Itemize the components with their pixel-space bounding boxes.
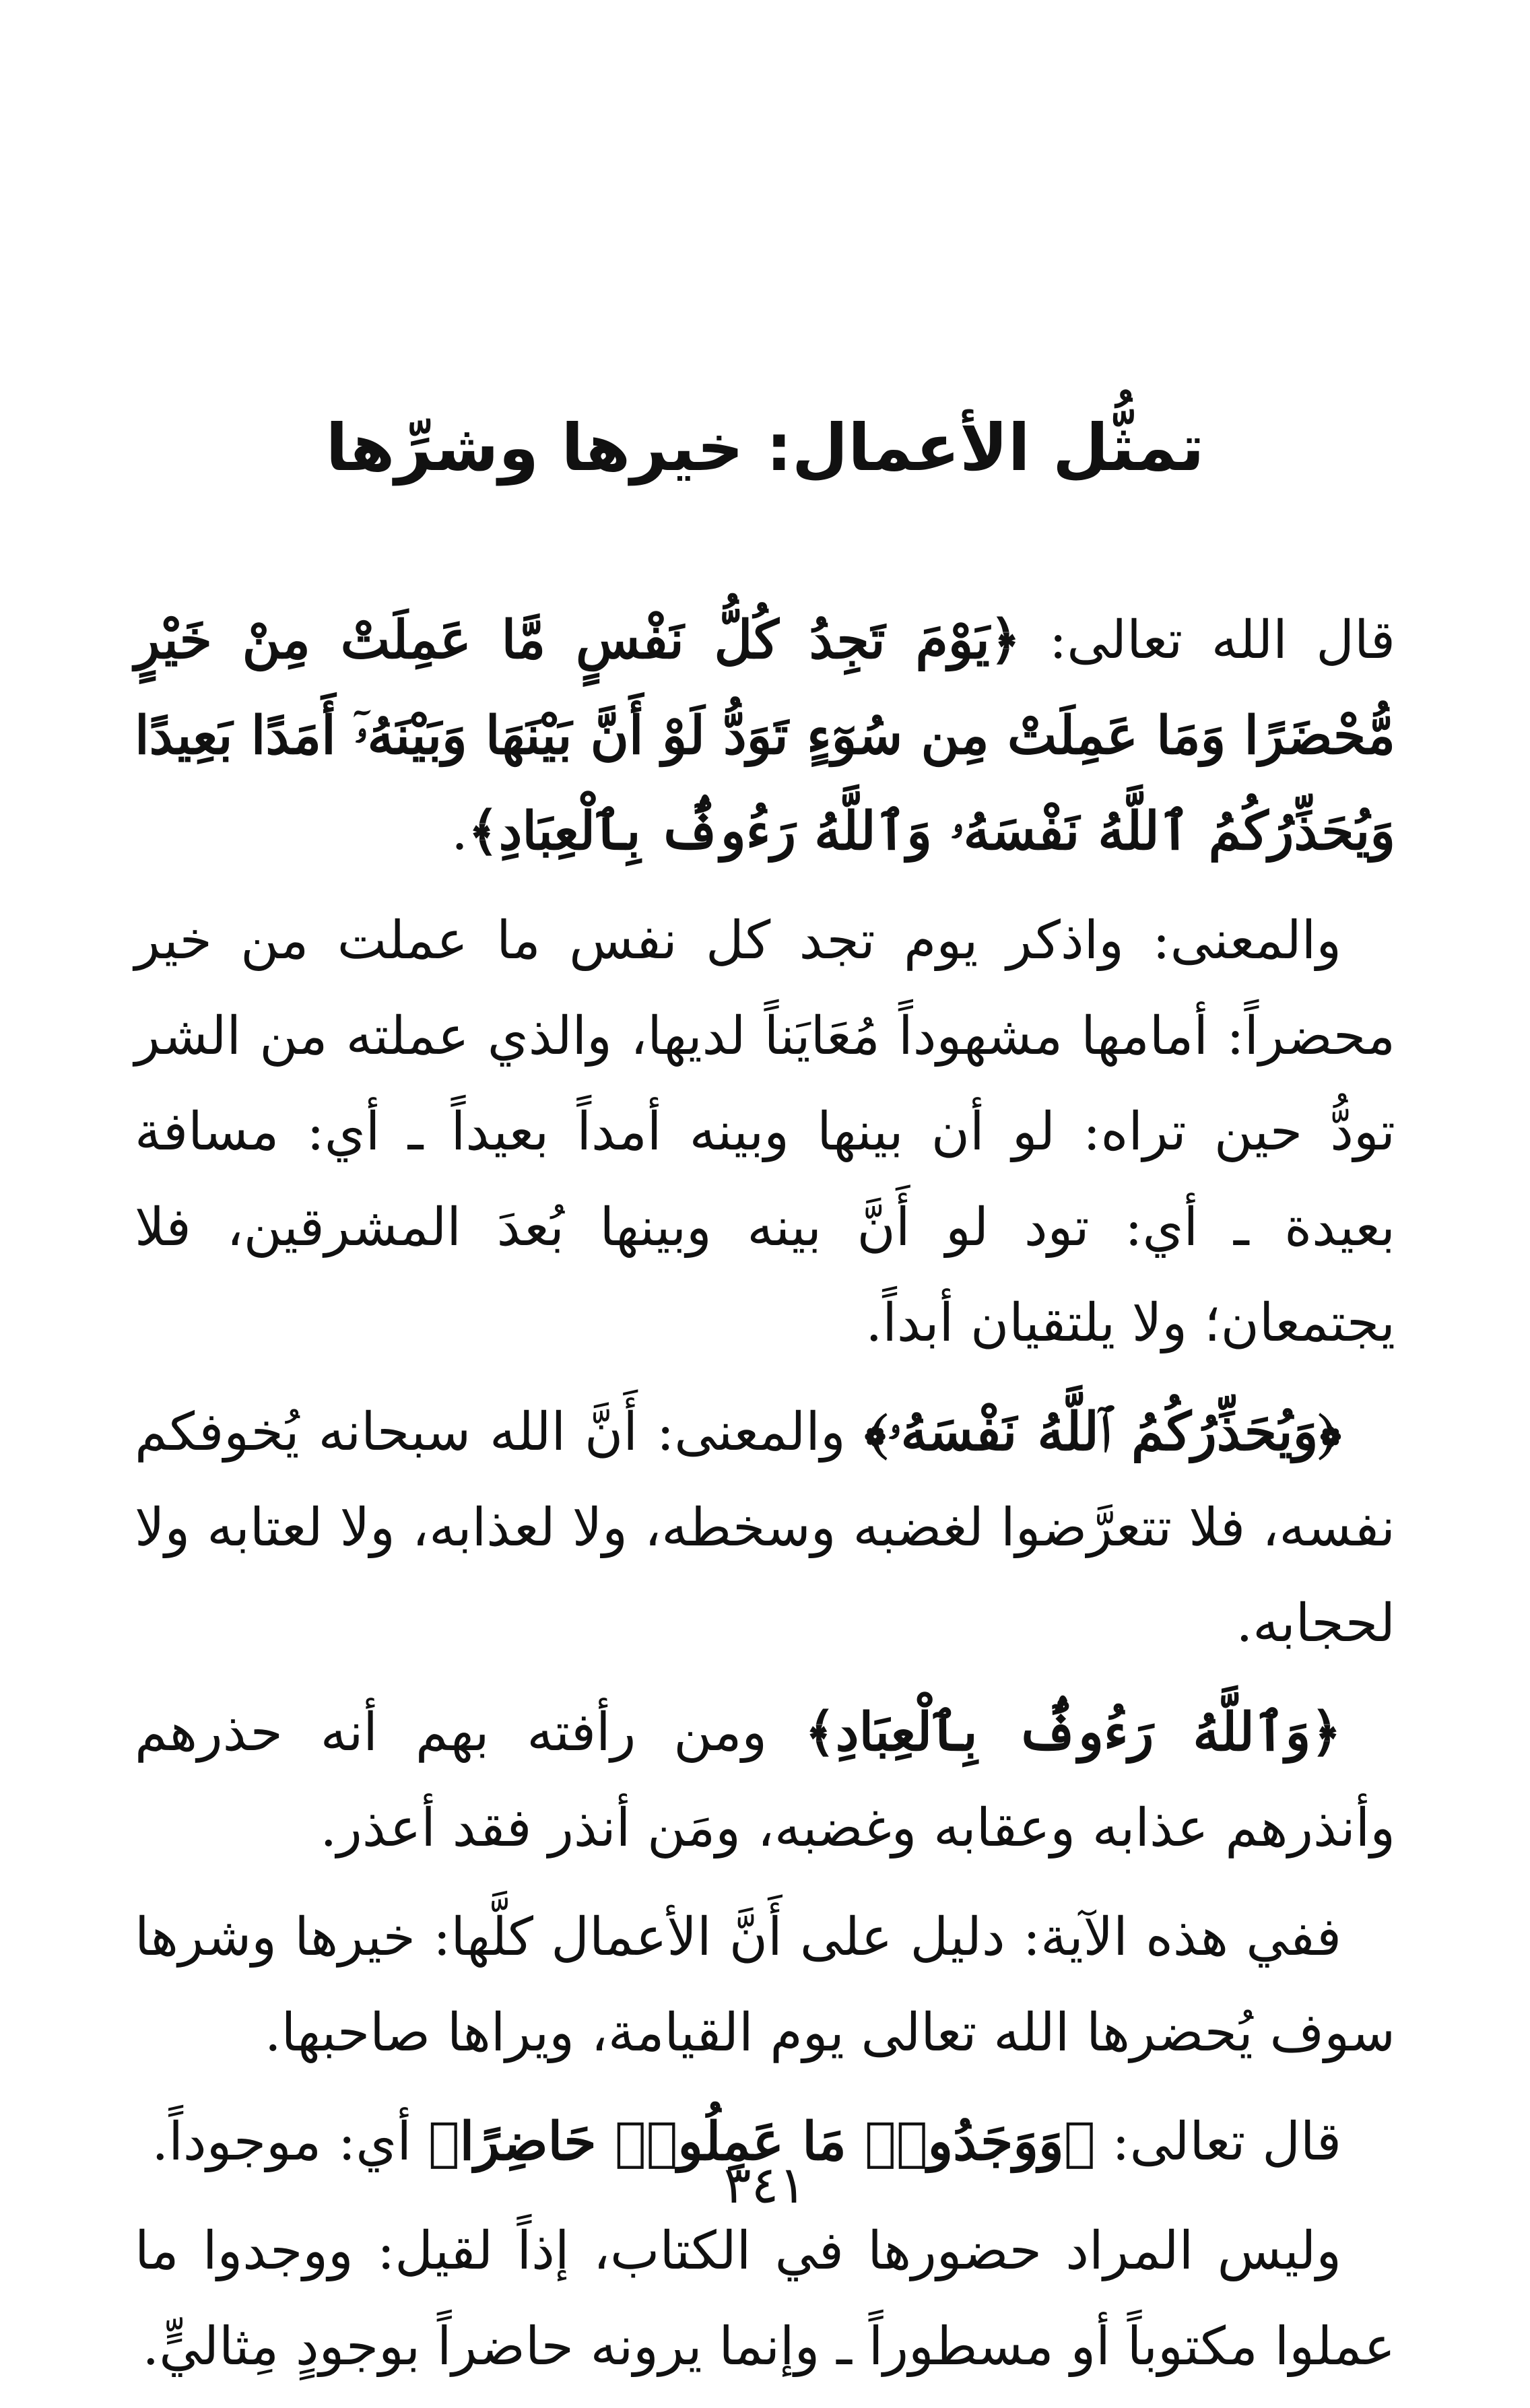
quran-verse: ﴿يَوْمَ تَجِدُ كُلُّ نَفْسٍ مَّا عَمِلَتْ مِنْ خَيْرٍ مُّحْضَرًا وَمَا عَمِلَتْ مِن سُوٓءٍ تَوَدُّ لَوْ أَنَّ بَيْنَهَا وَبَيْنَهُۥٓ أَمَدًا بَعِيدًا وَيُحَذِّرُكُمُ ٱللَّهُ نَفْسَهُۥ وَٱللَّهُ رَءُوفٌۢ بِٱلْعِبَادِ﴾ <box>135 609 1395 862</box>
paragraph-text: . <box>451 801 468 862</box>
paragraph-text: والمعنى: أَنَّ الله سبحانه يُخوفكم نفسه، فلا تتعرَّضوا لغضبه وسخطه، ولا لعذابه، ولا لعتابه ولا لحجابه. <box>135 1402 1395 1654</box>
paragraph-text: ومن رأفته بهم أنه حذرهم وأنذرهم عذابه وعقابه وغضبه، ومَن أنذر فقد أعذر. <box>135 1702 1395 1859</box>
paragraph-text: أي: موجوداً. <box>152 2112 428 2172</box>
paragraph-verse-1 <box>135 593 1395 879</box>
quran-verse: ﴿وَوَجَدُوا۟ مَا عَمِلُوا۟ حَاضِرًا﴾ <box>428 2111 1096 2172</box>
verse-intro: قال الله تعالى: <box>1020 610 1396 671</box>
paragraph-compassion <box>135 1685 1395 1876</box>
quran-verse: ﴿وَيُحَذِّرُكُمُ ٱللَّهُ نَفْسَهُۥ﴾ <box>864 1401 1341 1463</box>
verse-intro: قال تعالى: <box>1095 2112 1341 2172</box>
quran-verse: ﴿وَٱللَّهُ رَءُوفٌۢ بِٱلْعِبَادِ﴾ <box>805 1702 1341 1763</box>
paragraph-meaning <box>135 893 1395 1371</box>
paragraph-text: والمعنى: واذكر يوم تجد كل نفس ما عملت من خير محضراً: أمامها مشهوداً مُعَايَناً لديها، والذي عملته من الشر تودُّ حين تراه: لو أن بينها وبينه أمداً بعيداً ـ أي: مسافة بعيدة ـ أي: تود لو أَنَّ بينه وبينها بُعدَ المشرقين، فلا يجتمعان؛ ولا يلتقيان أبداً. <box>135 910 1395 1353</box>
paragraph-text: وليس المراد حضورها في الكتاب، إذاً لقيل: ووجدوا ما عملوا مكتوباً أو مسطوراً ـ وإنما يرونه حاضراً بوجودٍ مِثاليٍّ. <box>135 2221 1395 2377</box>
chapter-title: تمثُّل الأعمال: خيرها وشرِّها <box>325 410 1205 486</box>
body-text <box>135 593 1395 2408</box>
page-number: ٣٤١ <box>723 2155 807 2215</box>
paragraph-evidence <box>135 1889 1395 2081</box>
paragraph-warning <box>135 1384 1395 1671</box>
paragraph-text: ففي هذه الآية: دليل على أَنَّ الأعمال كلَّها: خيرها وشرها سوف يُحضرها الله تعالى يوم القيامة، ويراها صاحبها. <box>135 1907 1395 2063</box>
paragraph-conclusion <box>135 2203 1395 2395</box>
